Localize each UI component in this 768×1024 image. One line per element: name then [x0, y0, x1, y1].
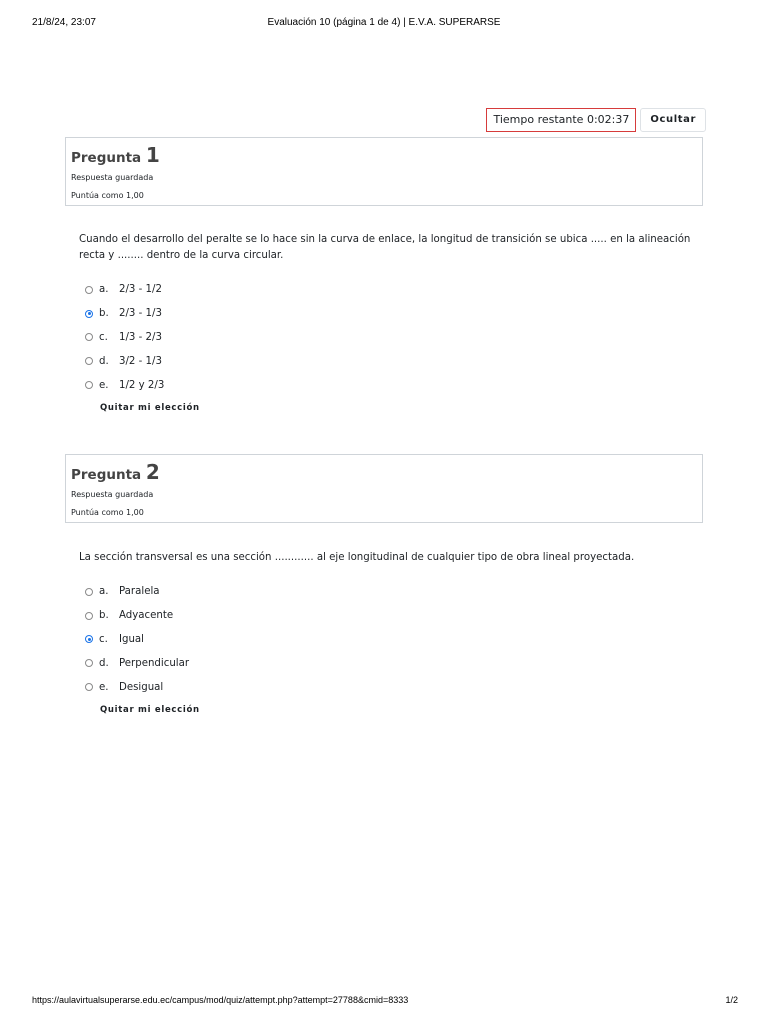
print-page-title: Evaluación 10 (página 1 de 4) | E.V.A. SUPERARSE: [267, 17, 501, 28]
question-1-title: [71, 144, 697, 169]
answer-option[interactable]: [79, 326, 699, 350]
option-label: Adyacente: [119, 610, 174, 622]
question-number: 2: [145, 460, 160, 484]
question-1-content: [79, 232, 699, 415]
hide-timer-button[interactable]: Ocultar: [640, 108, 706, 132]
option-label: 2/3 - 1/2: [119, 284, 162, 296]
question-1-text: Cuando el desarrollo del peralte se lo hace sin la curva de enlace, la longitud de transición se ubica ..... en la alineación recta y ........ dentro de la curva circular.: [79, 234, 691, 261]
option-letter: b.: [99, 610, 109, 622]
option-label: Perpendicular: [119, 657, 190, 669]
question-2-answers: [79, 580, 699, 699]
option-letter: a.: [99, 586, 109, 598]
radio-button[interactable]: [85, 659, 93, 667]
radio-button[interactable]: [85, 612, 93, 620]
radio-button[interactable]: [85, 357, 93, 365]
question-2-info: [65, 454, 703, 523]
question-2-text: La sección transversal es una sección ............ al eje longitudinal de cualquier tipo de obra lineal proyectada.: [79, 552, 635, 563]
answer-option[interactable]: [79, 373, 699, 397]
question-number: 1: [145, 143, 160, 167]
answer-option[interactable]: [79, 580, 699, 604]
option-label: 1/2 y 2/3: [119, 379, 165, 391]
option-letter: d.: [99, 355, 109, 367]
option-letter: b.: [99, 308, 109, 320]
question-1-info: [65, 137, 703, 206]
radio-button[interactable]: [85, 381, 93, 389]
answer-option[interactable]: [79, 628, 699, 652]
question-2-content: [79, 550, 699, 717]
question-state: Respuesta guardada: [71, 173, 154, 182]
quiz-timer-bar: [486, 108, 706, 132]
question-label: Pregunta: [71, 150, 142, 166]
option-label: Desigual: [119, 681, 164, 693]
radio-button[interactable]: [85, 683, 93, 691]
option-letter: e.: [99, 379, 109, 391]
option-label: 1/3 - 2/3: [119, 331, 162, 343]
answer-option[interactable]: [79, 349, 699, 373]
question-2-title: [71, 461, 697, 486]
print-page-number: 1/2: [725, 995, 738, 1005]
option-label: 2/3 - 1/3: [119, 308, 162, 320]
question-label: Pregunta: [71, 467, 142, 483]
clear-choice-link[interactable]: Quitar mi elección: [100, 704, 200, 715]
question-grade: Puntúa como 1,00: [71, 508, 144, 517]
answer-option[interactable]: [79, 675, 699, 699]
radio-button[interactable]: [85, 333, 93, 341]
radio-button[interactable]: [85, 286, 93, 294]
option-letter: c.: [99, 331, 108, 343]
time-remaining: Tiempo restante 0:02:37: [486, 108, 636, 132]
option-label: 3/2 - 1/3: [119, 355, 162, 367]
answer-option[interactable]: [79, 604, 699, 628]
option-letter: c.: [99, 633, 108, 645]
option-letter: e.: [99, 681, 109, 693]
print-datetime: 21/8/24, 23:07: [32, 17, 96, 28]
print-url: https://aulavirtualsuperarse.edu.ec/campus/mod/quiz/attempt.php?attempt=27788&cmid=8333: [32, 995, 409, 1005]
question-1-answers: [79, 278, 699, 397]
option-label: Paralela: [119, 586, 160, 598]
option-letter: d.: [99, 657, 109, 669]
option-label: Igual: [119, 633, 145, 645]
radio-button-selected[interactable]: [85, 310, 93, 318]
question-grade: Puntúa como 1,00: [71, 191, 144, 200]
radio-button[interactable]: [85, 588, 93, 596]
radio-button-selected[interactable]: [85, 635, 93, 643]
clear-choice-link[interactable]: Quitar mi elección: [100, 402, 200, 413]
answer-option[interactable]: [79, 302, 699, 326]
answer-option[interactable]: [79, 651, 699, 675]
answer-option[interactable]: [79, 278, 699, 302]
option-letter: a.: [99, 284, 109, 296]
question-state: Respuesta guardada: [71, 490, 154, 499]
